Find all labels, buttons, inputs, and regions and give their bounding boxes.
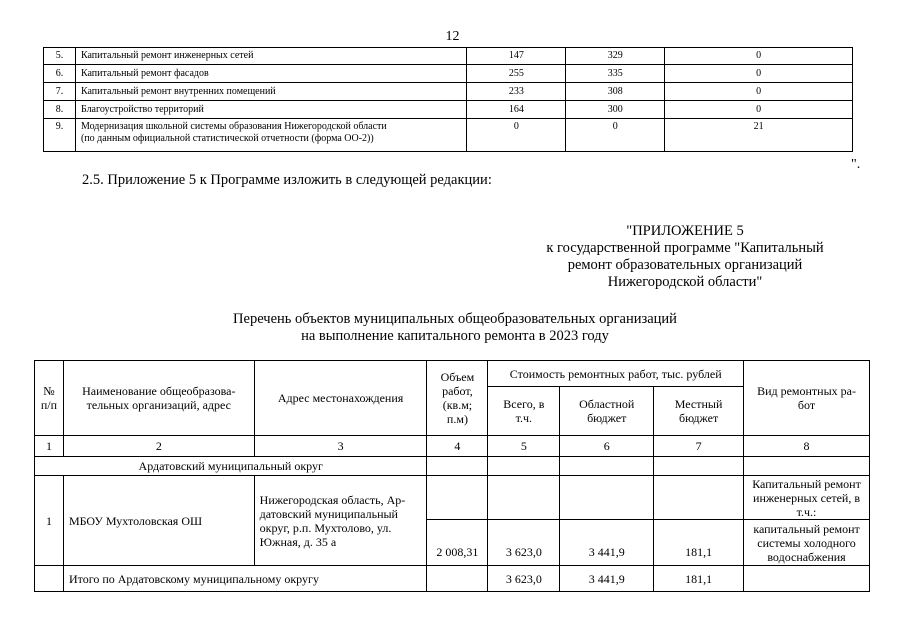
row-number: 8.: [44, 101, 76, 119]
value-cell: 21: [665, 119, 853, 152]
column-number: 1: [35, 436, 64, 457]
total-label: Итого по Ардатовскому муниципальному округу: [63, 566, 427, 592]
header-row: [35, 361, 870, 387]
header-text: Наименование общеобразова-: [82, 384, 236, 398]
closing-quote: ".: [851, 157, 861, 172]
indicator-name: Благоустройство территорий: [75, 101, 467, 119]
summary-table: [43, 47, 853, 152]
header-work-type: [744, 361, 870, 436]
address-line: датовский муниципальный: [259, 506, 398, 521]
district-name: Ардатовский муниципальный округ: [35, 457, 427, 476]
appendix-heading-line: Нижегородской области": [607, 274, 763, 290]
indicator-name-line: Модернизация школьной системы образования Нижегородской области: [80, 121, 387, 132]
work-type-line: системы холодного: [757, 535, 856, 550]
header-text: (кв.м;: [442, 398, 473, 412]
header-regional: [560, 387, 654, 436]
indicator-name: [75, 119, 467, 152]
total-regional: 3 441,9: [560, 566, 654, 592]
value-cell: 329: [566, 48, 665, 65]
indicator-name: Капитальный ремонт фасадов: [75, 65, 467, 83]
row-number: 7.: [44, 83, 76, 101]
value-cell: 255: [467, 65, 566, 83]
header-text: т.ч.: [515, 411, 533, 425]
column-number: 8: [744, 436, 870, 457]
list-title-line: на выполнение капитального ремонта в 2023 году: [301, 328, 609, 344]
district-row: [35, 457, 870, 476]
column-number: 6: [560, 436, 654, 457]
appendix-heading-line: к государственной программе "Капитальный: [546, 240, 824, 256]
object-address: [254, 476, 427, 566]
address-line: Южная, д. 35 а: [259, 534, 337, 549]
header-text: п/п: [40, 398, 58, 412]
row-number: 9.: [44, 119, 76, 152]
indicator-name: Капитальный ремонт внутренних помещений: [75, 83, 467, 101]
clause-text: 2.5. Приложение 5 к Программе изложить в следующей редакции:: [82, 172, 492, 188]
object-total: 3 623,0: [488, 520, 560, 566]
work-type-line: т.ч.:: [796, 504, 817, 519]
table-row: [44, 119, 853, 152]
appendix-heading-line: "ПРИЛОЖЕНИЕ 5: [626, 223, 744, 239]
header-name: [63, 361, 254, 436]
object-name: МБОУ Мухтоловская ОШ: [63, 476, 254, 566]
list-title-line: Перечень объектов муниципальных общеобразовательных организаций: [233, 311, 677, 327]
header-cost-group: Стоимость ремонтных работ, тыс. рублей: [488, 361, 744, 387]
value-cell: 233: [467, 83, 566, 101]
value-cell: 0: [665, 101, 853, 119]
header-total: [488, 387, 560, 436]
indicator-name: Капитальный ремонт инженерных сетей: [75, 48, 467, 65]
work-type-main: [744, 476, 870, 520]
address-line: округ, р.п. Мухтолово, ул.: [259, 520, 392, 535]
address-line: Нижегородская область, Ар-: [259, 492, 406, 507]
work-type-line: инженерных сетей, в: [753, 490, 861, 505]
table-row: [44, 48, 853, 65]
value-cell: 0: [665, 83, 853, 101]
header-local: [654, 387, 744, 436]
appendix-heading: [520, 223, 850, 291]
page-number: 12: [445, 29, 460, 44]
header-text: Местный: [674, 397, 723, 411]
object-regional: 3 441,9: [560, 520, 654, 566]
header-address: Адрес местонахождения: [254, 361, 427, 436]
value-cell: 308: [566, 83, 665, 101]
total-local: 181,1: [654, 566, 744, 592]
column-number: 2: [63, 436, 254, 457]
header-text: бот: [797, 398, 816, 412]
header-text: Объем: [440, 370, 475, 384]
table-row: [44, 101, 853, 119]
header-text: тельных организаций, адрес: [86, 398, 231, 412]
work-type-line: водоснабжения: [767, 549, 846, 564]
header-text: бюджет: [678, 411, 719, 425]
column-number: 4: [427, 436, 488, 457]
header-text: п.м): [446, 412, 468, 426]
header-text: Всего, в: [503, 397, 545, 411]
header-text: №: [43, 384, 55, 398]
column-number: 5: [488, 436, 560, 457]
header-text: работ,: [442, 384, 473, 398]
header-text: Вид ремонтных ра-: [757, 384, 856, 398]
appendix-heading-line: ремонт образовательных организаций: [567, 257, 803, 273]
column-number: 3: [254, 436, 427, 457]
object-number: 1: [35, 476, 64, 566]
indicator-name-line: (по данным официальной статистической отчетности (форма ОО-2)): [80, 133, 374, 144]
header-text: бюджет: [587, 411, 627, 425]
table-row: [35, 476, 870, 520]
work-type-line: Капитальный ремонт: [752, 476, 861, 491]
list-title: [200, 311, 710, 345]
header-text: Областной: [579, 397, 635, 411]
table-row: [44, 65, 853, 83]
row-number: 5.: [44, 48, 76, 65]
table-row: [44, 83, 853, 101]
value-cell: 0: [566, 119, 665, 152]
object-local: 181,1: [654, 520, 744, 566]
row-number: 6.: [44, 65, 76, 83]
value-cell: 335: [566, 65, 665, 83]
work-type-line: капитальный ремонт: [753, 521, 860, 536]
value-cell: 164: [467, 101, 566, 119]
value-cell: 147: [467, 48, 566, 65]
work-type-sub: [744, 520, 870, 566]
header-volume: [427, 361, 488, 436]
header-num: [35, 361, 64, 436]
objects-table: [34, 360, 870, 592]
object-volume: 2 008,31: [427, 520, 488, 566]
value-cell: 0: [665, 65, 853, 83]
total-sum: 3 623,0: [488, 566, 560, 592]
value-cell: 0: [467, 119, 566, 152]
value-cell: 300: [566, 101, 665, 119]
value-cell: 0: [665, 48, 853, 65]
column-number: 7: [654, 436, 744, 457]
column-numbers-row: [35, 436, 870, 457]
total-row: [35, 566, 870, 592]
